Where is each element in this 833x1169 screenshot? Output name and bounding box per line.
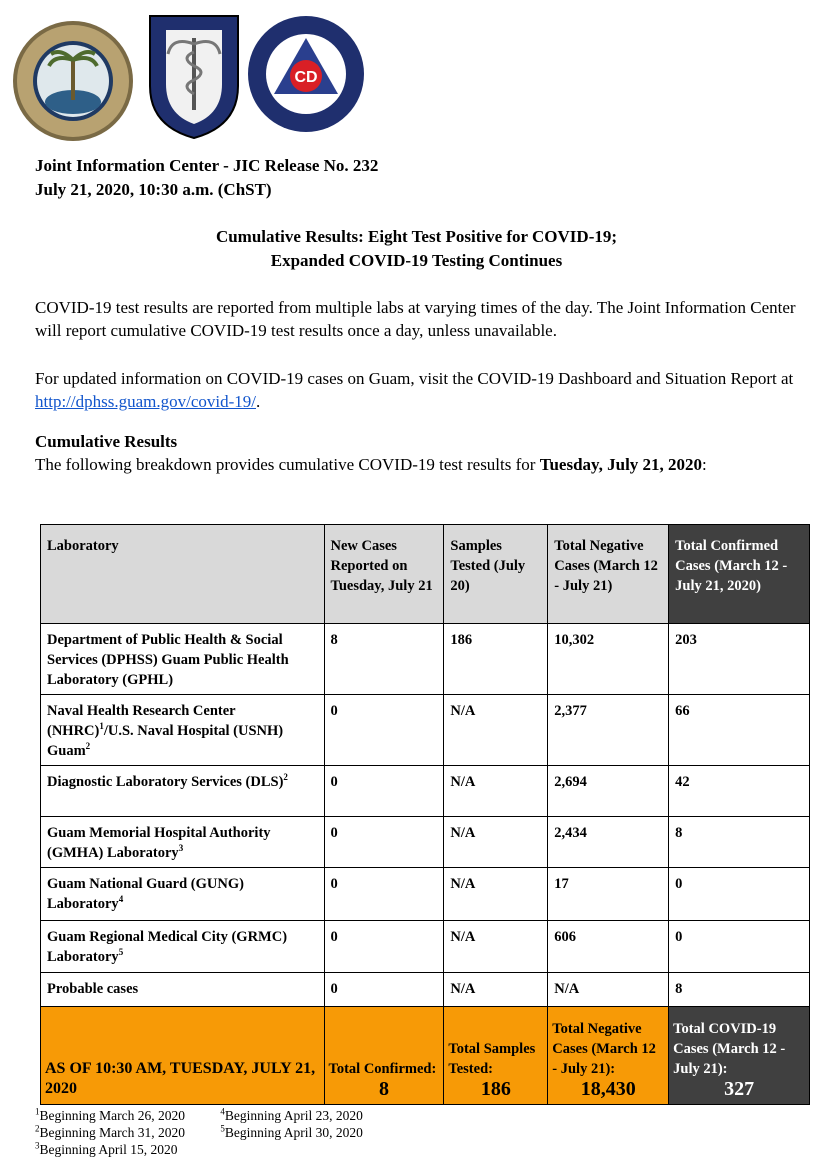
footnote-row: [35, 1141, 363, 1158]
title-line-2: Expanded COVID-19 Testing Continues: [270, 251, 563, 270]
total-confirmed: 8: [669, 973, 810, 1007]
header-total-confirmed: Total Confirmed Cases (March 12 - July 21, 2020): [669, 525, 810, 624]
footnote: $^5$Beginning April 30, 2020: [220, 1123, 363, 1140]
header-total-negative: Total Negative Cases (March 12 - July 21): [548, 525, 669, 624]
lab-name: Diagnostic Laboratory Services (DLS)$^2$: [41, 766, 325, 817]
table-row: [41, 921, 810, 973]
dashboard-link[interactable]: http://dphss.guam.gov/covid-19/: [35, 392, 256, 411]
new-cases: 0: [324, 973, 444, 1007]
samples-tested: N/A: [444, 695, 548, 766]
dashboard-text: For updated information on COVID-19 cases on Guam, visit the COVID-19 Dashboard and Situation Report at: [35, 369, 794, 388]
samples-tested: N/A: [444, 868, 548, 921]
cumulative-heading: Cumulative Results: [35, 432, 178, 451]
total-confirmed-cell: [324, 1007, 444, 1105]
new-cases: 0: [324, 921, 444, 973]
table-row: [41, 695, 810, 766]
footnote-row: [35, 1124, 363, 1141]
total-covid-value: 327: [724, 1078, 755, 1100]
total-confirmed: 0: [669, 868, 810, 921]
intro-paragraph: COVID-19 test results are reported from multiple labs at varying times of the day. The Joint Information Center will report cumulative COVID-19 test results once a day, unless unavailable.: [35, 298, 796, 340]
samples-tested: 186: [444, 624, 548, 695]
samples-tested: N/A: [444, 973, 548, 1007]
total-confirmed: 203: [669, 624, 810, 695]
samples-tested: N/A: [444, 817, 548, 868]
samples-tested: N/A: [444, 766, 548, 817]
footnote-row: [35, 1107, 363, 1124]
new-cases: 8: [324, 624, 444, 695]
samples-tested: N/A: [444, 921, 548, 973]
footnotes: [35, 1107, 363, 1158]
release-title: [0, 225, 833, 273]
table-row: [41, 868, 810, 921]
cumulative-end: :: [702, 455, 707, 474]
total-negative: 2,694: [548, 766, 669, 817]
total-negative: 606: [548, 921, 669, 973]
results-table: [40, 524, 810, 1105]
svg-text:CD: CD: [294, 69, 318, 86]
footnote: $^4$Beginning April 23, 2020: [220, 1106, 363, 1123]
footnote: $^3$Beginning April 15, 2020: [35, 1140, 178, 1157]
new-cases: 0: [324, 695, 444, 766]
total-confirmed-value: 8: [378, 1078, 389, 1100]
total-covid-cell: [669, 1007, 810, 1105]
cumulative-intro: [35, 453, 825, 477]
total-negative: 17: [548, 868, 669, 921]
table-row: [41, 817, 810, 868]
civil-defense-seal-logo: [246, 14, 366, 134]
total-negative: 2,434: [548, 817, 669, 868]
new-cases: 0: [324, 817, 444, 868]
header-new-cases: New Cases Reported on Tuesday, July 21: [324, 525, 444, 624]
as-of-label: AS OF 10:30 AM, TUESDAY, JULY 21, 2020: [41, 1007, 325, 1105]
public-health-seal-logo: [146, 12, 242, 140]
total-samples-label: Total Samples Tested:: [448, 1041, 536, 1077]
total-negative: N/A: [548, 973, 669, 1007]
governors-seal-logo: [12, 20, 134, 142]
cumulative-intro-text: The following breakdown provides cumulative COVID-19 test results for: [35, 455, 540, 474]
total-negative-value: 18,430: [580, 1078, 636, 1100]
cumulative-date: Tuesday, July 21, 2020: [539, 455, 703, 474]
total-negative-label: Total Negative Cases (March 12 - July 21):: [552, 1021, 656, 1077]
lab-name: Department of Public Health & Social Services (DPHSS) Guam Public Health Laboratory (GPHL): [41, 624, 325, 695]
header-laboratory: Laboratory: [41, 525, 325, 624]
lab-name: Guam National Guard (GUNG) Laboratory$^4$: [41, 868, 325, 921]
total-negative: 2,377: [548, 695, 669, 766]
total-negative: 10,302: [548, 624, 669, 695]
lab-name: Guam Memorial Hospital Authority (GMHA) Laboratory$^3$: [41, 817, 325, 868]
dashboard-paragraph: [35, 367, 825, 413]
total-confirmed-label: Total Confirmed:: [328, 1061, 437, 1077]
new-cases: 0: [324, 868, 444, 921]
total-confirmed: 42: [669, 766, 810, 817]
footnote: $^2$Beginning March 31, 2020: [35, 1123, 185, 1140]
table-row: [41, 973, 810, 1007]
table-row: [41, 624, 810, 695]
total-confirmed: 0: [669, 921, 810, 973]
header-samples-tested: Samples Tested (July 20): [444, 525, 548, 624]
total-covid-label: Total COVID-19 Cases (March 12 - July 21):: [673, 1021, 786, 1077]
release-header: [35, 154, 378, 202]
new-cases: 0: [324, 766, 444, 817]
totals-row: [41, 1007, 810, 1105]
total-samples-cell: [444, 1007, 548, 1105]
dashboard-end: .: [256, 392, 261, 411]
release-number: Joint Information Center - JIC Release No. 232: [35, 156, 379, 175]
lab-name: Guam Regional Medical City (GRMC) Laboratory$^5$: [41, 921, 325, 973]
footnote: $^1$Beginning March 26, 2020: [35, 1106, 185, 1123]
total-confirmed: 66: [669, 695, 810, 766]
table-header-row: [41, 525, 810, 624]
title-line-1: Cumulative Results: Eight Test Positive for COVID-19;: [215, 227, 618, 246]
table-row: [41, 766, 810, 817]
total-negative-cell: [548, 1007, 669, 1105]
release-date: July 21, 2020, 10:30 a.m. (ChST): [35, 180, 272, 199]
total-samples-value: 186: [480, 1078, 511, 1100]
lab-name: Naval Health Research Center (NHRC)$^1$/U.S. Naval Hospital (USNH) Guam$^2$: [41, 695, 325, 766]
lab-name: Probable cases: [41, 973, 325, 1007]
total-confirmed: 8: [669, 817, 810, 868]
